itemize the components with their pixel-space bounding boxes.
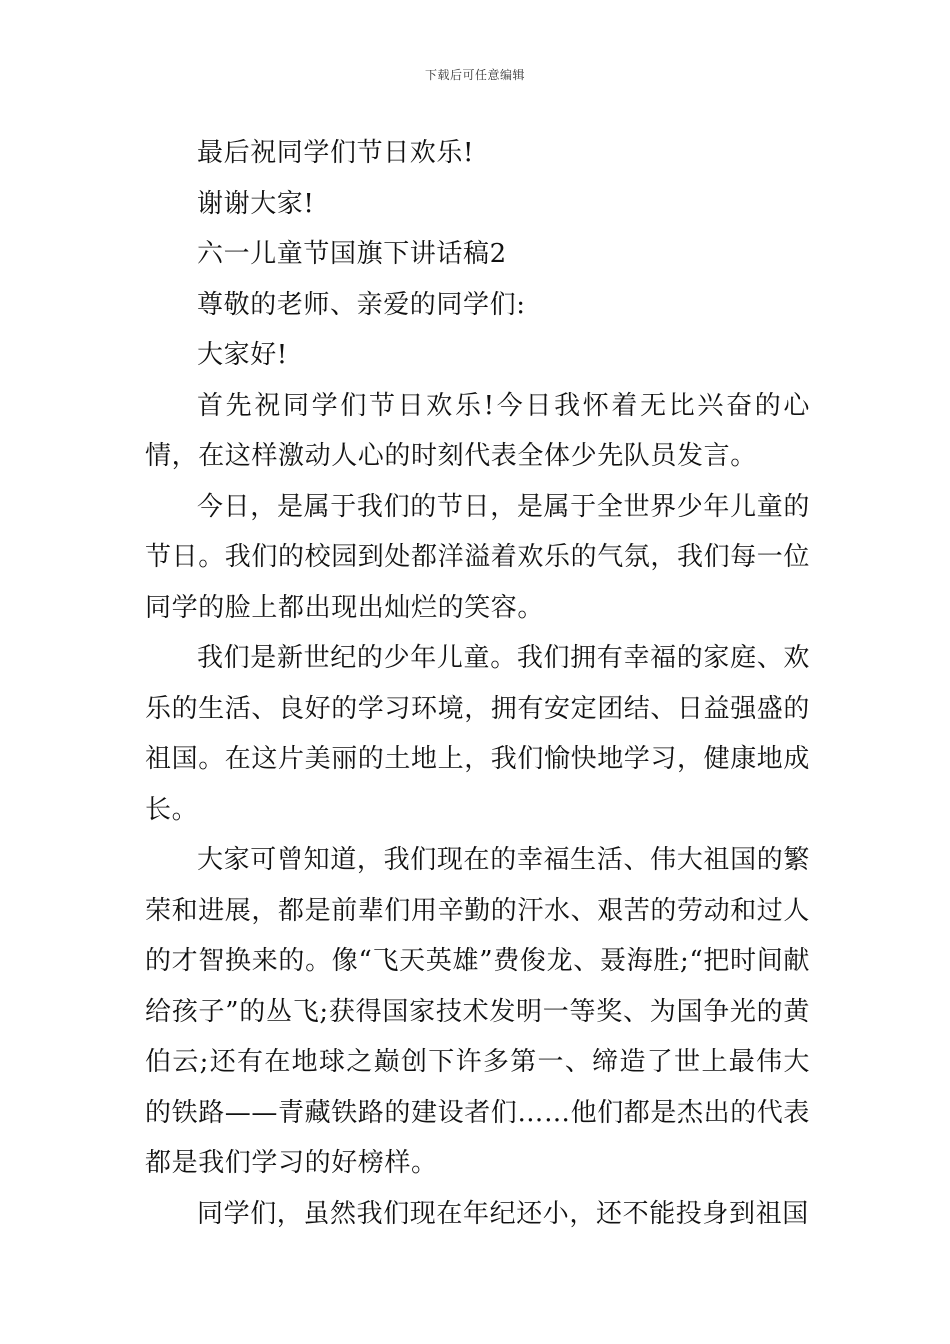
section-title: 六一儿童节国旗下讲话稿2 <box>197 239 507 269</box>
paragraph-salutation: 尊敬的老师、亲爱的同学们: <box>197 289 526 320</box>
paragraph-greeting: 大家好! <box>197 340 288 370</box>
paragraph-classmates: 同学们，虽然我们现在年纪还小，还不能投身到祖国 <box>197 1198 809 1229</box>
document-body <box>145 128 810 1239</box>
paragraph-thanks: 谢谢大家! <box>197 188 315 219</box>
paragraph-closing-wish: 最后祝同学们节日欢乐! <box>197 138 475 168</box>
paragraph-new-century: 我们是新世纪的少年儿童。我们拥有幸福的家庭、欢乐的生活、良好的学习环境，拥有安定团结、日益强盛的祖国。在这片美丽的土地上，我们愉快地学习，健康地成长。 <box>145 643 811 825</box>
paragraph-today: 今日，是属于我们的节日，是属于全世界少年儿童的节日。我们的校园到处都洋溢着欢乐的气氛，我们每一位同学的脸上都出现出灿烂的笑容。 <box>145 491 811 623</box>
paragraph-opening: 首先祝同学们节日欢乐!今日我怀着无比兴奋的心情，在这样激动人心的时刻代表全体少先队员发言。 <box>145 390 810 471</box>
paragraph-role-models: 大家可曾知道，我们现在的幸福生活、伟大祖国的繁荣和进展，都是前辈们用辛勤的汗水、艰苦的劳动和过人的才智换来的。像“飞天英雄”费俊龙、聂海胜;“把时间献给孩子”的丛飞;获得国家技术发明一等奖、为国争光的黄伯云;还有在地球之巅创下许多第一、缔造了世上最伟大的铁路——青藏铁路的建设者们……他们都是杰出的代表都是我们学习的好榜样。 <box>145 845 811 1178</box>
page-header-note: 下载后可任意编辑 <box>424 68 525 82</box>
